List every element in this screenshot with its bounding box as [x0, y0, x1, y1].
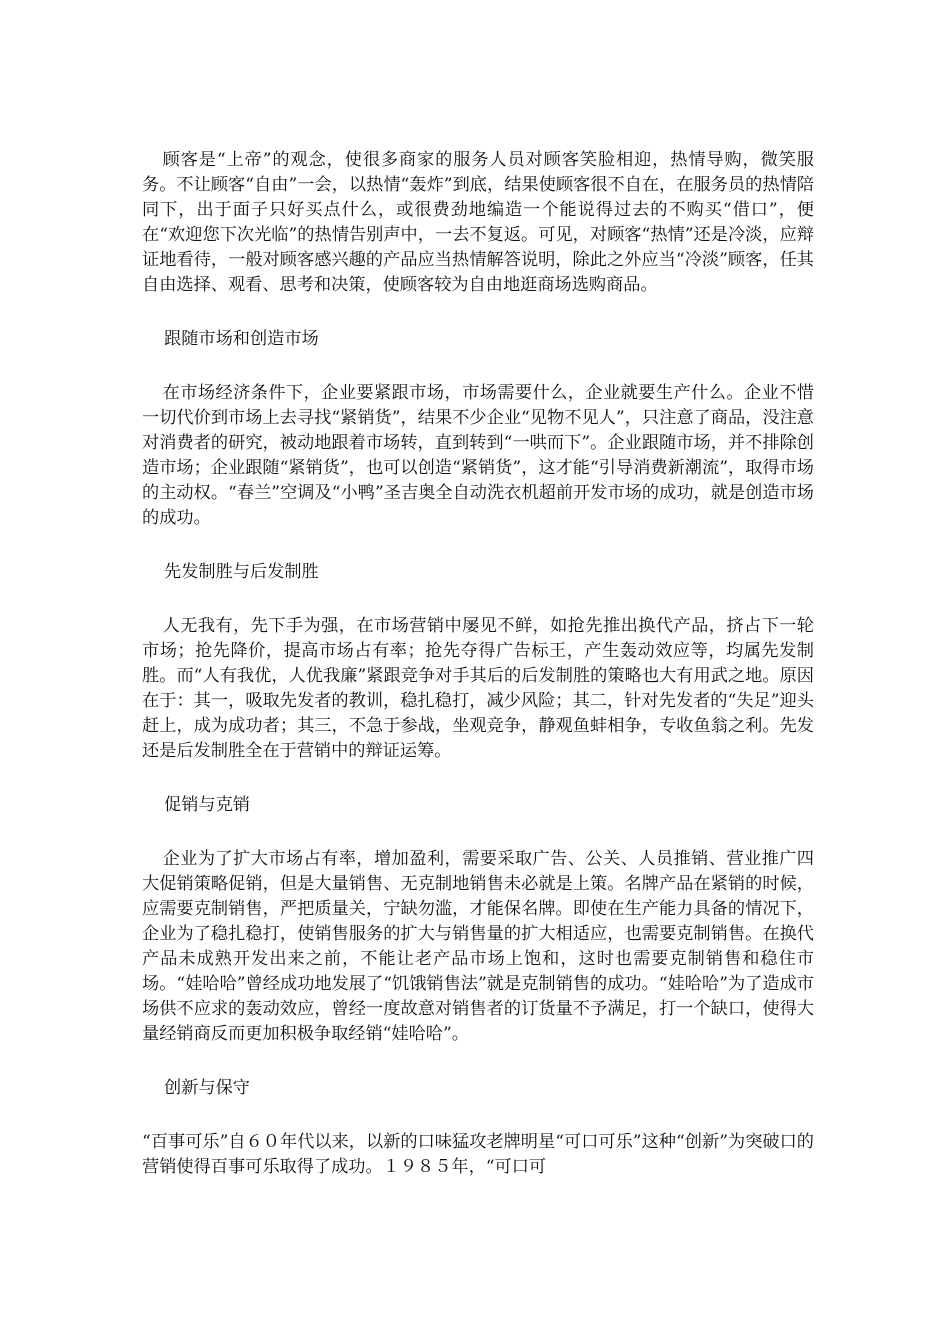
heading-follow-create-market: 跟随市场和创造市场	[164, 329, 319, 349]
spacer	[142, 818, 814, 847]
paragraph-customer-service: 顾客是“上帝”的观念，使很多商家的服务人员对顾客笑脸相迎，热情导购，微笑服务。不让顾客“自由”一会，以热情“轰炸”到底，结果使顾客很不自在，在服务员的热情陪同下，出于面子只好买点什么，或很费劲地编造一个能说得过去的不购买“借口”，便在“欢迎您下次光临”的热情告别声中，一去不复返。可见，对顾客“热情”还是冷淡，应辩证地看待，一般对顾客感兴趣的产品应当热情解答说明，除此之外应当“冷淡”顾客，任其自由选择、观看、思考和决策，使顾客较为自由地逛商场选购商品。	[142, 150, 814, 295]
spacer	[142, 585, 814, 614]
document-page	[142, 148, 814, 1180]
spacer	[142, 1047, 814, 1076]
heading-promote-restrain-sales: 促销与克销	[164, 795, 250, 815]
spacer	[142, 764, 814, 793]
spacer	[142, 1101, 814, 1130]
spacer	[142, 298, 814, 327]
spacer	[142, 531, 814, 560]
spacer	[142, 352, 814, 381]
heading-innovation-conservatism: 创新与保守	[164, 1078, 250, 1098]
paragraph-follow-create-market: 在市场经济条件下，企业要紧跟市场，市场需要什么，企业就要生产什么。企业不惜一切代价到市场上去寻找“紧销货”，结果不少企业“见物不见人”，只注意了商品，没注意对消费者的研究，被动地跟着市场转，直到转到“一哄而下”。企业跟随市场，并不排除创造市场；企业跟随“紧销货”，也可以创造“紧销货”，这才能“引导消费新潮流”，取得市场的主动权。“春兰”空调及“小鸭”圣吉奥全自动洗衣机超前开发市场的成功，就是创造市场的成功。	[142, 383, 814, 528]
paragraph-innovation-conservatism: “百事可乐”自６０年代以来，以新的口味猛攻老牌明星“可口可乐”这种“创新”为突破口的营销使得百事可乐取得了成功。１９８５年，“可口可	[142, 1132, 814, 1177]
paragraph-first-mover-late-mover: 人无我有，先下手为强，在市场营销中屡见不鲜，如抢先推出换代产品，挤占下一轮市场；抢先降价，提高市场占有率；抢先夺得广告标王，产生轰动效应等，均属先发制胜。而“人有我优，人优我廉”紧跟竞争对手其后的后发制胜的策略也大有用武之地。原因在于：其一，吸取先发者的教训，稳扎稳打，减少风险；其二，针对先发者的“失足”迎头赶上，成为成功者；其三，不急于参战，坐观竞争，静观鱼蚌相争，专收鱼翁之利。先发还是后发制胜全在于营销中的辩证运筹。	[142, 616, 814, 761]
paragraph-promote-restrain-sales: 企业为了扩大市场占有率，增加盈利，需要采取广告、公关、人员推销、营业推广四大促销策略促销，但是大量销售、无克制地销售未必就是上策。名牌产品在紧销的时候，应需要克制销售，严把质量关，宁缺勿滥，才能保名牌。即使在生产能力具备的情况下，企业为了稳扎稳打，使销售服务的扩大与销售量的扩大相适应，也需要克制销售。在换代产品未成熟开发出来之前，不能让老产品市场上饱和，这时也需要克制销售和稳住市场。“娃哈哈”曾经成功地发展了“饥饿销售法”就是克制销售的成功。“娃哈哈”为了造成市场供不应求的轰动效应，曾经一度故意对销售者的订货量不予满足，打一个缺口，使得大量经销商反而更加积极争取经销“娃哈哈”。	[142, 849, 814, 1044]
heading-first-mover-late-mover: 先发制胜与后发制胜	[164, 562, 319, 582]
